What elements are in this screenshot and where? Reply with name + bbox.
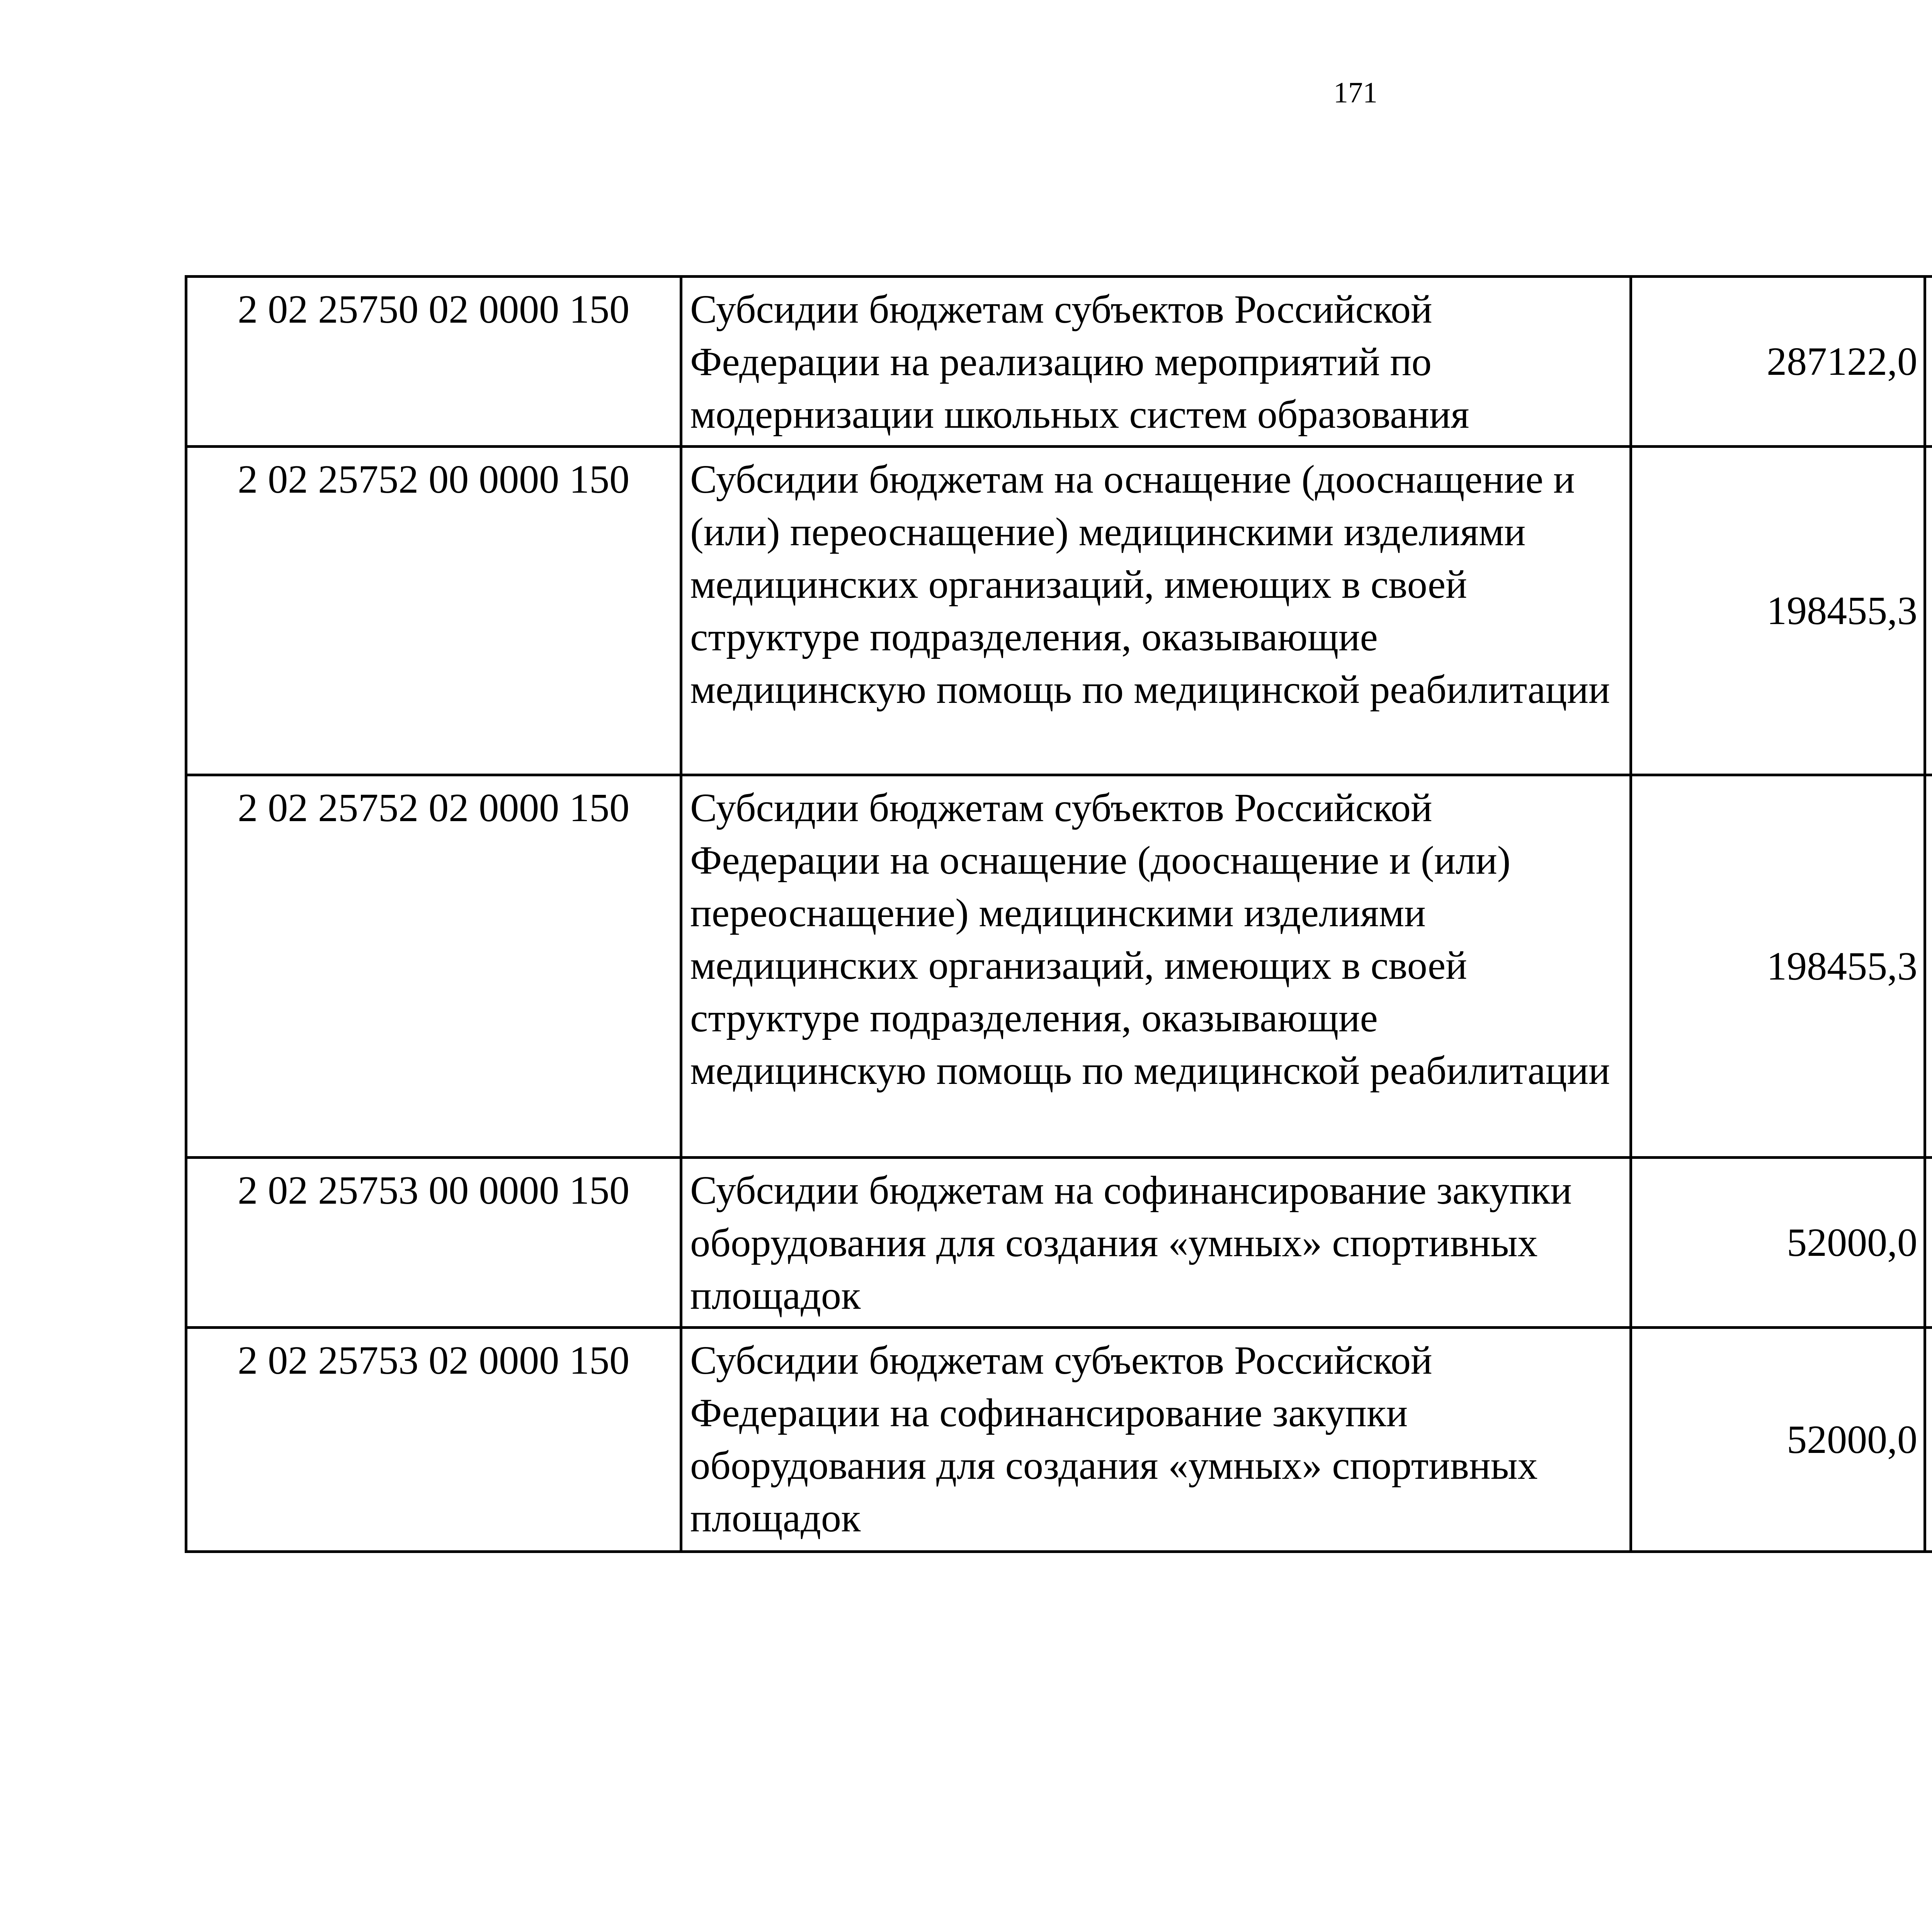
table-row bbox=[186, 775, 1932, 1158]
table-row bbox=[186, 1328, 1932, 1552]
amount-cell-1: 198455,3 bbox=[1631, 775, 1925, 1158]
table-row bbox=[186, 447, 1932, 775]
amount-cell-1: 52000,0 bbox=[1631, 1158, 1925, 1328]
description-cell: Субсидии бюджетам на софинансирование закупки оборудования для создания «умных» спортивных площадок bbox=[681, 1158, 1631, 1328]
budget-code-cell: 2 02 25750 02 0000 150 bbox=[186, 277, 681, 447]
budget-code-cell: 2 02 25752 00 0000 150 bbox=[186, 447, 681, 775]
amount-cell-1: 198455,3 bbox=[1631, 447, 1925, 775]
table-row bbox=[186, 277, 1932, 447]
amount-cell-1: 287122,0 bbox=[1631, 277, 1925, 447]
amount-cell-2 bbox=[1925, 1328, 1932, 1552]
description-cell: Субсидии бюджетам субъектов Российской Федерации на софинансирование закупки оборудования для создания «умных» спортивных площадок bbox=[681, 1328, 1631, 1552]
amount-cell-2 bbox=[1925, 1158, 1932, 1328]
description-cell: Субсидии бюджетам субъектов Российской Федерации на оснащение (дооснащение и (или) переоснащение) медицинскими изделиями медицинских организаций, имеющих в своей структуре подразделения, оказывающие медицинскую помощь по медицинской реабилитации bbox=[681, 775, 1631, 1158]
amount-cell-2 bbox=[1925, 447, 1932, 775]
description-cell: Субсидии бюджетам субъектов Российской Федерации на реализацию мероприятий по модернизации школьных систем образования bbox=[681, 277, 1631, 447]
amount-cell-2 bbox=[1925, 277, 1932, 447]
amount-cell-2 bbox=[1925, 775, 1932, 1158]
amount-cell-1: 52000,0 bbox=[1631, 1328, 1925, 1552]
budget-code-cell: 2 02 25753 00 0000 150 bbox=[186, 1158, 681, 1328]
budget-code-cell: 2 02 25753 02 0000 150 bbox=[186, 1328, 681, 1552]
page-number: 171 bbox=[1333, 77, 1378, 109]
budget-code-cell: 2 02 25752 02 0000 150 bbox=[186, 775, 681, 1158]
budget-table bbox=[185, 275, 1932, 1553]
description-cell: Субсидии бюджетам на оснащение (дооснащение и (или) переоснащение) медицинскими изделиями медицинских организаций, имеющих в своей структуре подразделения, оказывающие медицинскую помощь по медицинской реабилитации bbox=[681, 447, 1631, 775]
table-row bbox=[186, 1158, 1932, 1328]
